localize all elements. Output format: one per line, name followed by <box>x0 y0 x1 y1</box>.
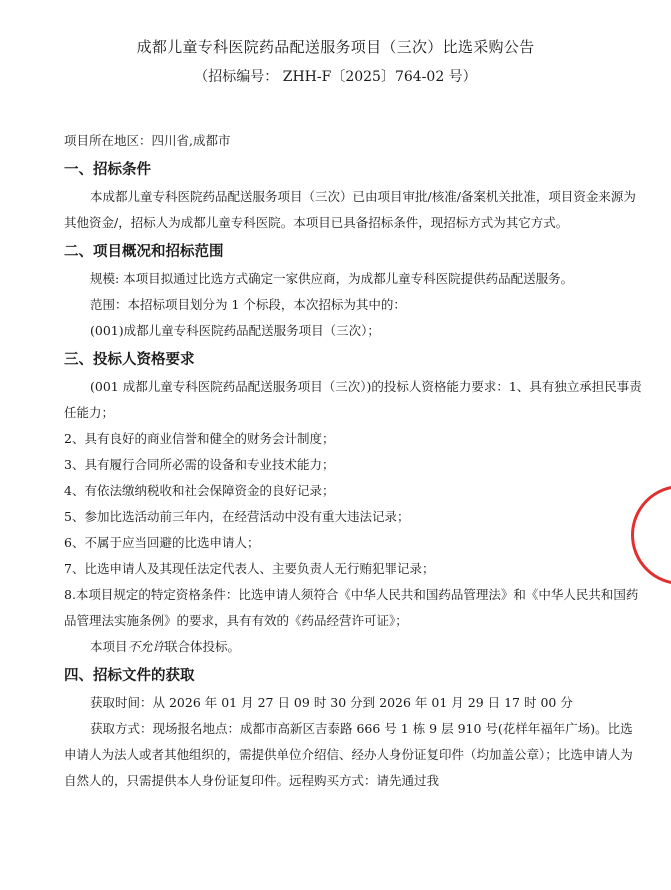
tender-conditions-text: 本成都儿童专科医院药品配送服务项目（三次）已由项目审批/核准/备案机关批准，项目资金来源为其他资金/，招标人为成都儿童专科医院。本项目已具备招标条件，现招标方式为其它方式。 <box>64 189 636 230</box>
acquisition-time: 获取时间：从 2026 年 01 月 27 日 09 时 30 分到 2026 年 01 月 29 日 17 时 00 分 <box>90 695 573 710</box>
consortium-suffix: 联合体投标。 <box>165 639 241 654</box>
acquisition-method: 获取方式：现场报名地点：成都市高新区吉泰路 666 号 1 栋 9 层 910 号(花样年福年广场)。比选申请人为法人或者其他组织的，需提供单位介绍信、经办人身份证复印件（均加盖公章）；比选申请人为自然人的，只需提供本人身份证复印件。远程购买方式：请先通过我 <box>64 721 633 788</box>
lot-item-text: (001)成都儿童专科医院药品配送服务项目（三次）； <box>90 323 380 338</box>
section-heading-tender-conditions: 一、招标条件 <box>64 162 151 178</box>
tender-number: （招标编号： ZHH-F〔2025〕764-02 号） <box>194 69 477 85</box>
qualification-intro: (001 成都儿童专科医院药品配送服务项目（三次）)的投标人资格能力要求：1、具有独立承担民事责任能力； <box>64 379 642 420</box>
consortium-statement <box>64 634 642 660</box>
qualification-item: 2、具有良好的商业信誉和健全的财务会计制度； <box>64 431 335 446</box>
consortium-not-allowed: 不允许 <box>127 639 166 654</box>
qualification-item: 5、参加比选活动前三年内，在经营活动中没有重大违法记录； <box>64 509 410 524</box>
section-heading-project-overview: 二、项目概况和招标范围 <box>64 244 224 260</box>
consortium-prefix: 本项目 <box>90 639 128 654</box>
qualification-item: 6、不属于应当回避的比选申请人； <box>64 535 260 550</box>
project-scope-text: 范围：本招标项目划分为 1 个标段，本次招标为其中的： <box>90 297 406 312</box>
section-heading-document-acquisition: 四、招标文件的获取 <box>64 668 195 684</box>
qualification-item: 4、有依法缴纳税收和社会保障资金的良好记录； <box>64 483 335 498</box>
project-region: 项目所在地区：四川省,成都市 <box>64 133 231 148</box>
document-body <box>64 128 642 794</box>
qualification-item: 3、具有履行合同所必需的设备和专业技术能力； <box>64 457 335 472</box>
section-heading-bidder-qualifications: 三、投标人资格要求 <box>64 352 195 368</box>
project-scale-text: 规模: 本项目拟通过比选方式确定一家供应商，为成都儿童专科医院提供药品配送服务。 <box>90 271 574 286</box>
qualification-item: 8.本项目规定的特定资格条件：比选申请人须符合《中华人民共和国药品管理法》和《中华人民共和国药品管理法实施条例》的要求，具有有效的《药品经营许可证》； <box>64 587 639 628</box>
document-title: 成都儿童专科医院药品配送服务项目（三次）比选采购公告 <box>136 38 535 56</box>
qualification-item: 7、比选申请人及其现任法定代表人、主要负责人无行贿犯罪记录； <box>64 561 435 576</box>
